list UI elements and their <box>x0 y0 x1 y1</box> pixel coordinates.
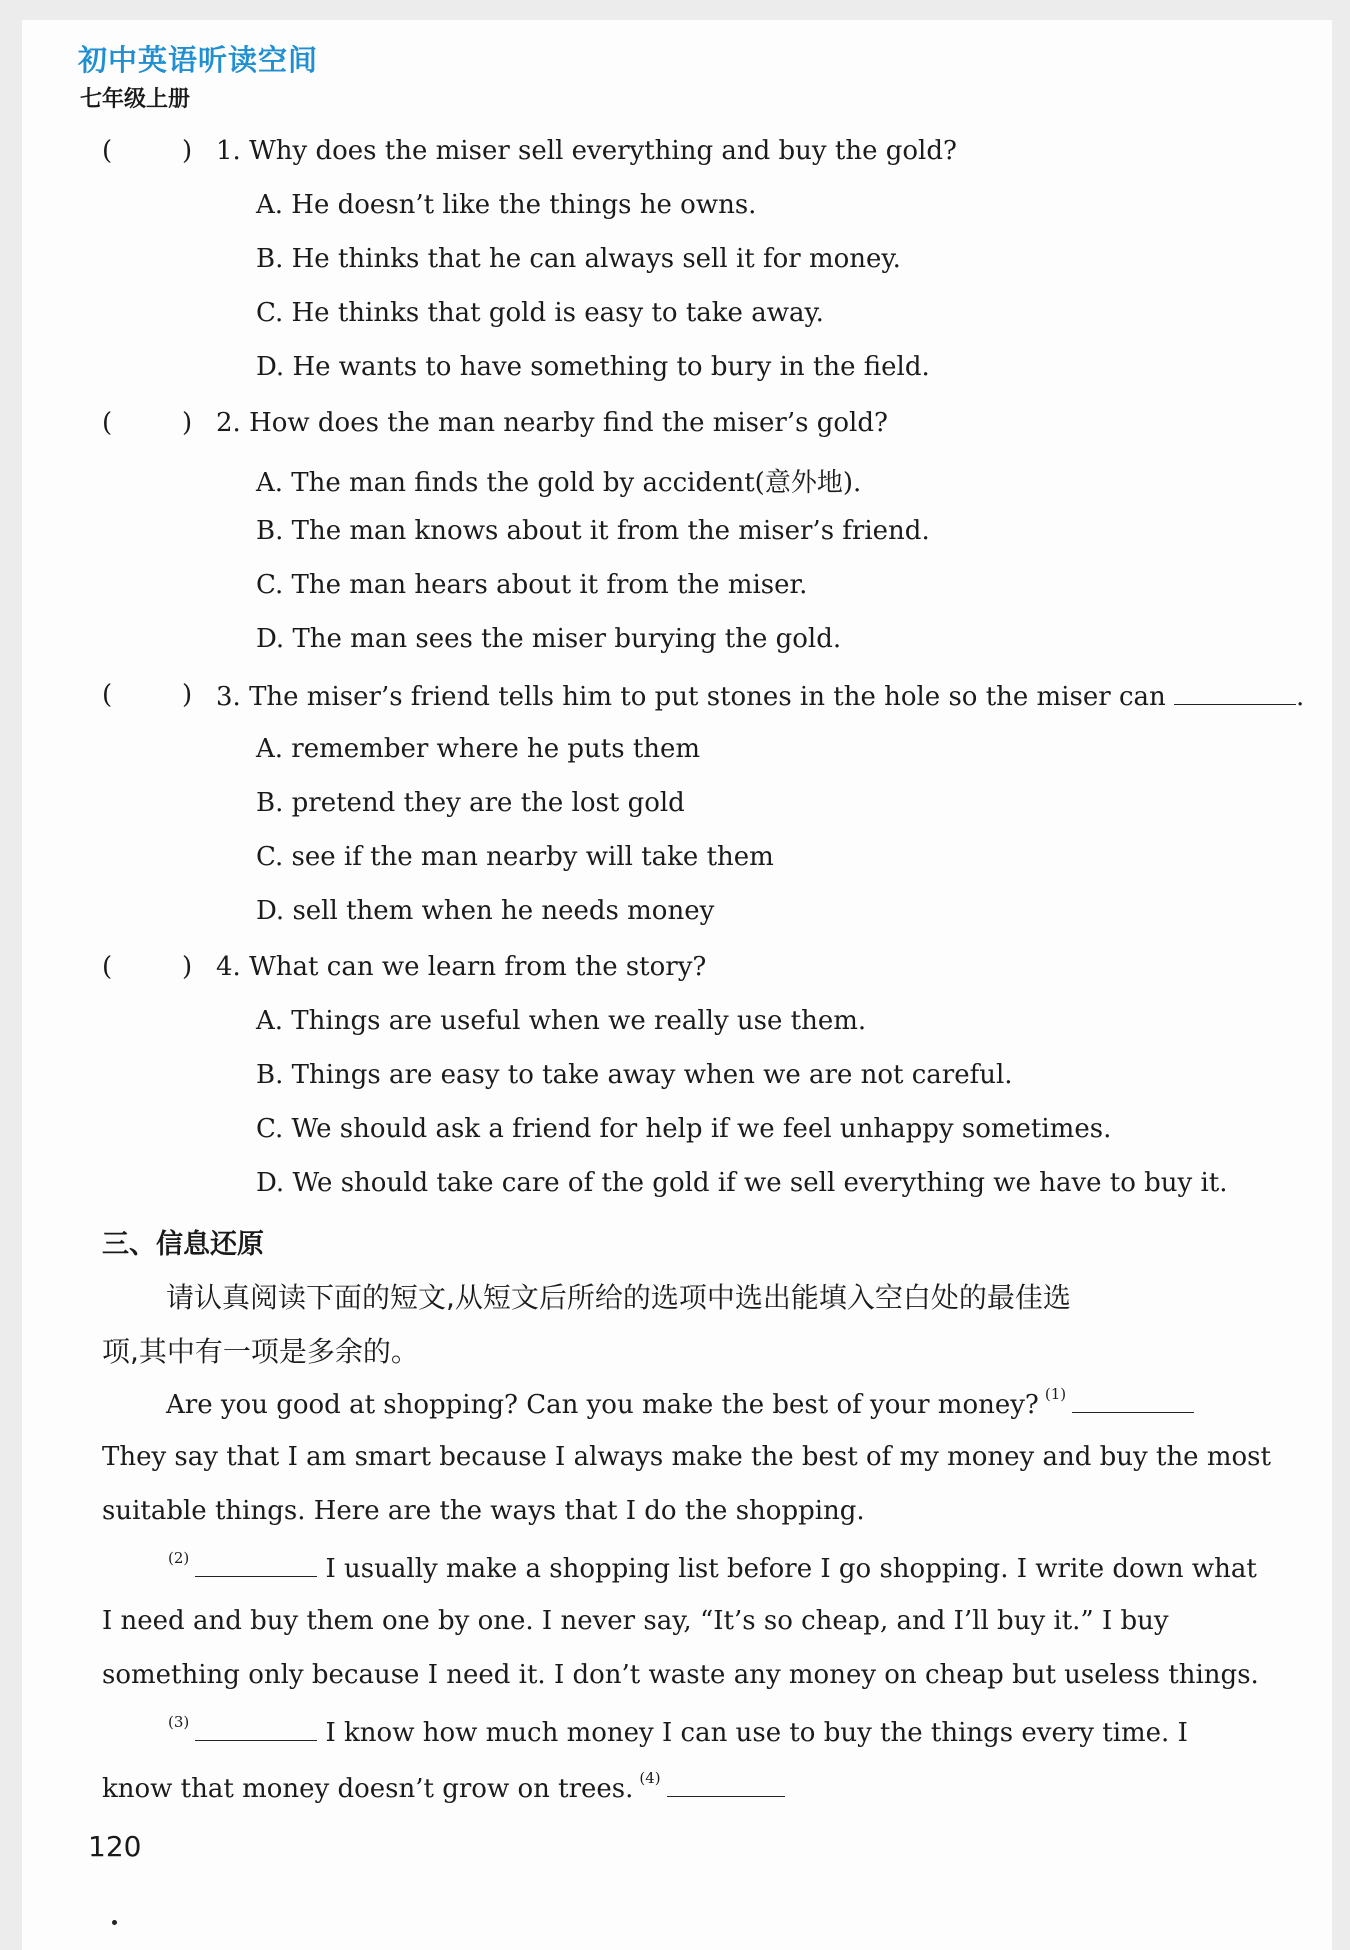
answer-paren-open: ( <box>102 680 113 710</box>
option-4a: A. Things are useful when we really use them. <box>256 1006 867 1036</box>
passage-p1-line3: suitable things. Here are the ways that I do the shopping. <box>102 1496 865 1526</box>
blank-number: (3) <box>168 1713 190 1731</box>
passage-text: Are you good at shopping? Can you make the best of your money? <box>166 1390 1039 1420</box>
passage-p2-line3: something only because I need it. I don’t waste any money on cheap but useless things. <box>102 1660 1259 1690</box>
option-4d: D. We should take care of the gold if we sell everything we have to buy it. <box>256 1168 1228 1198</box>
answer-paren-close: ) <box>182 408 193 438</box>
passage-text: I know how much money I can use to buy the things every time. I <box>325 1718 1188 1748</box>
question-text: 1. Why does the miser sell everything and buy the gold? <box>216 136 957 166</box>
option-3b: B. pretend they are the lost gold <box>256 788 685 818</box>
option-3d: D. sell them when he needs money <box>256 896 715 926</box>
passage-p2-line1 <box>162 1549 1257 1584</box>
instruction-line-1: 请认真阅读下面的短文,从短文后所给的选项中选出能填入空白处的最佳选 <box>166 1281 1071 1314</box>
option-1a: A. He doesn’t like the things he owns. <box>256 190 757 220</box>
option-2d: D. The man sees the miser burying the gold. <box>256 624 842 654</box>
passage-p2-line2: I need and buy them one by one. I never say, “It’s so cheap, and I’ll buy it.” I buy <box>102 1606 1169 1636</box>
passage-p1-line2: They say that I am smart because I always make the best of my money and buy the most <box>102 1442 1271 1472</box>
print-mark <box>112 1920 117 1925</box>
option-2b: B. The man knows about it from the miser’s friend. <box>256 516 930 546</box>
passage-blank-3[interactable] <box>195 1716 317 1741</box>
passage-p3-line2 <box>102 1769 785 1804</box>
option-4c: C. We should ask a friend for help if we feel unhappy sometimes. <box>256 1114 1112 1144</box>
answer-paren-open: ( <box>102 136 113 166</box>
book-grade-subtitle: 七年级上册 <box>80 87 191 112</box>
answer-paren-open: ( <box>102 952 113 982</box>
passage-text: I usually make a shopping list before I go shopping. I write down what <box>325 1554 1257 1584</box>
question-text-main: 3. The miser’s friend tells him to put stones in the hole so the miser can <box>216 682 1166 712</box>
section-title: 三、信息还原 <box>102 1229 264 1260</box>
question-text: 2. How does the man nearby find the miser’s gold? <box>216 408 888 438</box>
option-4b: B. Things are easy to take away when we are not careful. <box>256 1060 1013 1090</box>
answer-paren-close: ) <box>182 136 193 166</box>
instruction-line-2: 项,其中有一项是多余的。 <box>102 1335 419 1368</box>
blank-number: (2) <box>168 1549 190 1567</box>
blank-number: (4) <box>639 1769 661 1787</box>
option-3c: C. see if the man nearby will take them <box>256 842 774 872</box>
passage-p1-line1 <box>166 1385 1194 1420</box>
answer-blank[interactable] <box>1174 680 1296 705</box>
option-1d: D. He wants to have something to bury in the field. <box>256 352 930 382</box>
passage-blank-2[interactable] <box>195 1552 317 1577</box>
question-text-end: . <box>1296 682 1305 712</box>
page-number: 120 <box>88 1830 142 1863</box>
option-1b: B. He thinks that he can always sell it for money. <box>256 244 901 274</box>
answer-paren-close: ) <box>182 680 193 710</box>
option-3a: A. remember where he puts them <box>256 734 701 764</box>
passage-p3-line1 <box>162 1713 1188 1748</box>
option-2c: C. The man hears about it from the miser. <box>256 570 808 600</box>
option-2a: A. The man finds the gold by accident(意外地). <box>256 468 862 498</box>
question-text: 4. What can we learn from the story? <box>216 952 707 982</box>
question-text <box>216 680 1304 712</box>
answer-paren-open: ( <box>102 408 113 438</box>
passage-text: know that money doesn’t grow on trees. <box>102 1774 634 1804</box>
book-series-title: 初中英语听读空间 <box>78 43 319 77</box>
option-1c: C. He thinks that gold is easy to take away. <box>256 298 824 328</box>
answer-paren-close: ) <box>182 952 193 982</box>
passage-blank-1[interactable] <box>1072 1388 1194 1413</box>
blank-number: (1) <box>1044 1385 1067 1403</box>
passage-blank-4[interactable] <box>667 1772 785 1797</box>
